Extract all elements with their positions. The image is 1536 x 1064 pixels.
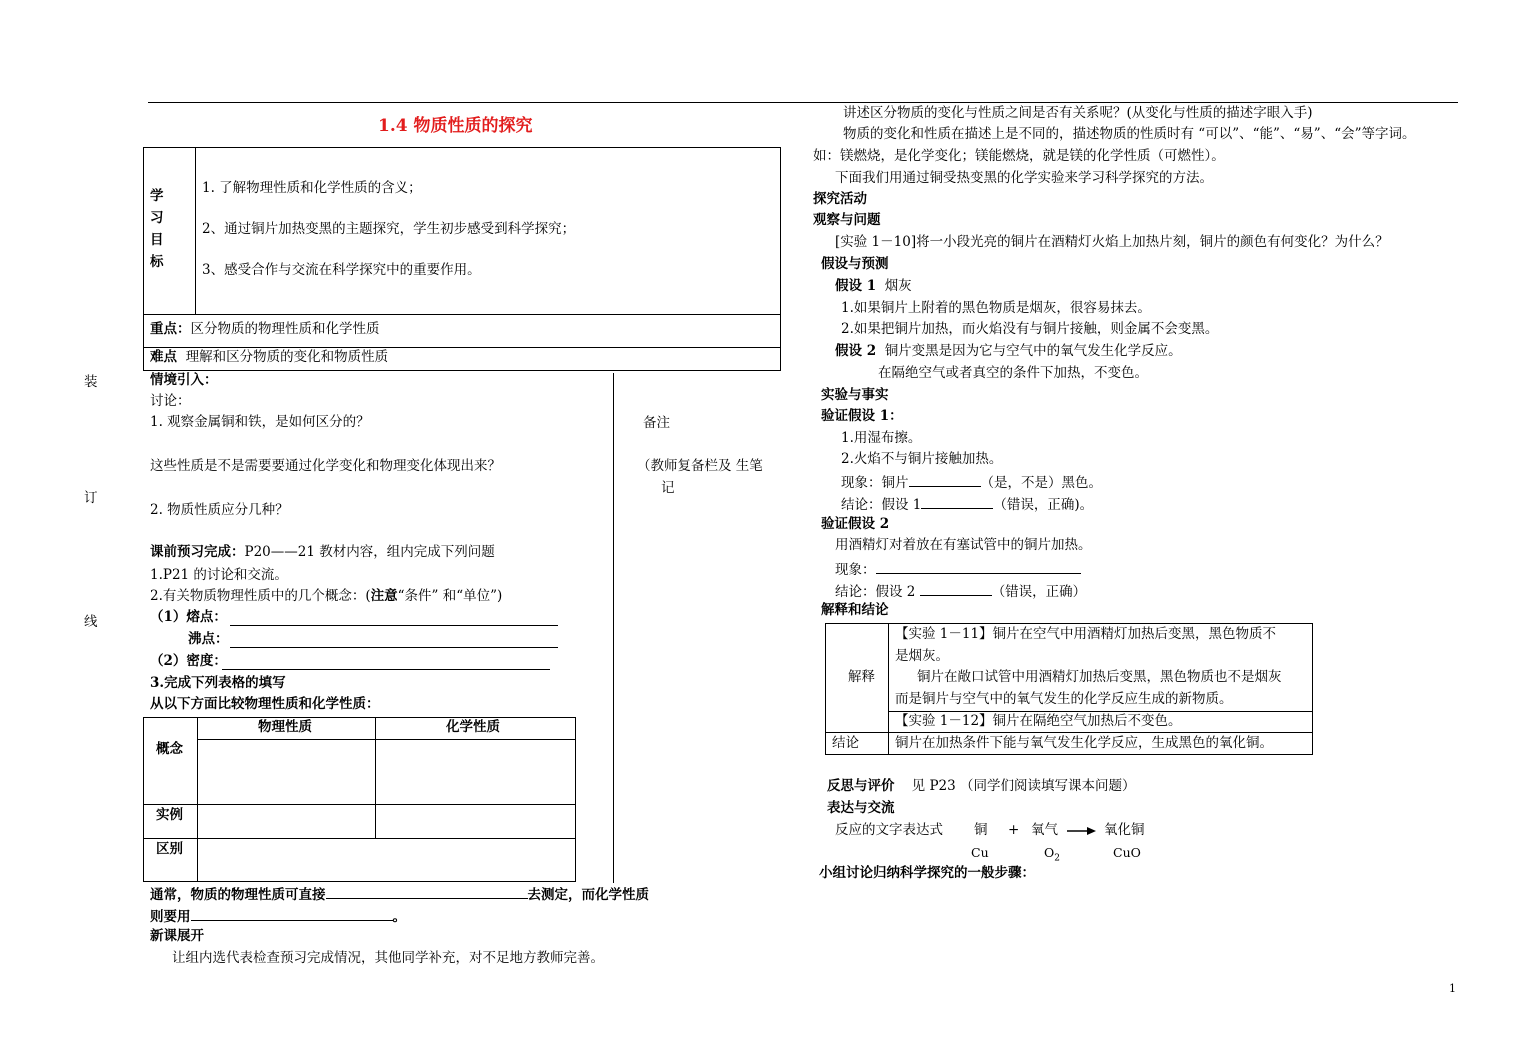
difficulty-text: 理解和区分物质的变化和物质性质 [185,349,389,365]
express-heading: 表达与交流 [827,800,895,816]
compare-table [143,717,576,882]
reflect-line [827,780,1136,794]
difficulty-label: 难点 [150,349,177,365]
intro-q1: 1. 观察金属铜和铁，是如何区分的？ [150,414,370,430]
compare-header-line [197,739,576,740]
formula-o: O [1044,845,1055,860]
hypothesis-1-text: 烟灰 [884,278,912,294]
conclusion-text: 铜片在加热条件下能与氧气发生化学反应，生成黑色的氧化铜。 [895,735,1273,751]
explain-label: 解释 [848,669,875,685]
summary-blank-2 [191,908,393,921]
formula-o-sub: 2 [1054,853,1060,864]
goal-item-3: 3、感受合作与交流在科学探究中的重要作用。 [202,262,481,278]
key-point [150,323,380,337]
verify-2-obs-label: 现象： [835,562,876,578]
compare-row-line-2 [143,838,576,839]
summary-part-4: 。 [392,909,406,925]
right-p3: 如：镁燃烧，是化学变化；镁能燃烧，就是镁的化学性质（可燃性）。 [813,148,1225,164]
notes-line-2: 记 [661,480,675,496]
boiling-point-blank [230,647,558,648]
page-number: 1 [1449,982,1456,995]
compare-row-example: 实例 [156,807,183,823]
key-point-text: 区分物质的物理性质和化学性质 [190,321,380,337]
verify-1-a: 1.用湿布擦。 [841,430,922,446]
goals-label-1: 学 [150,188,164,204]
preview-heading-bold: 课前预习完成： [150,544,245,560]
formula-cuo: CuO [1113,845,1141,860]
equation-copper-oxide: 氧化铜 [1104,822,1145,838]
intro-discuss: 讨论： [150,393,191,409]
compare-col-line-1 [197,717,198,882]
verify-1-con-rest: （错误，正确)。 [993,497,1094,513]
verify-2-observation [835,561,1081,578]
observe-heading: 观察与问题 [813,212,881,228]
verify-2-heading: 验证假设 2 [821,516,890,532]
summary-part-3: 则要用 [150,909,191,925]
compare-header-chemical: 化学性质 [446,719,500,735]
top-rule [148,102,1458,103]
goal-item-2: 2、通过铜片加热变黑的主题探究，学生初步感受到科学探究； [202,221,576,237]
reaction-arrow-icon [1067,825,1097,837]
verify-2-conclusion [835,583,1086,600]
hypothesis-1 [835,280,912,294]
formula-cu: Cu [971,845,989,860]
preview-item-3: 3.完成下列表格的填写 [150,675,286,691]
verify-2-con-blank [920,583,992,596]
equation-label: 反应的文字表达式 [835,822,943,838]
preview-heading-rest: P20——21 教材内容，组内完成下列问题 [244,544,495,560]
melting-point-label: （1）熔点： [150,609,227,625]
equation-oxygen: 氧气 [1031,822,1058,838]
explain-exp-1-12: 【实验 1－12】铜片在隔绝空气加热后不变色。 [895,713,1182,729]
compare-col-line-2 [375,717,376,838]
compare-row-difference: 区别 [156,841,183,857]
boiling-point-label: 沸点： [188,631,229,647]
summary-part-1: 通常，物质的物理性质可直接 [150,887,326,903]
experiment-1-10: [实验 1－10]将一小段光亮的铜片在酒精灯火焰上加热片刻，铜片的颜色有何变化？为什么？ [835,234,1389,250]
summary-blank-1 [326,886,528,899]
summary-line-2 [150,908,406,925]
verify-2-con-label: 结论：假设 2 [835,584,916,600]
explain-line-4: 而是铜片与空气中的氧气发生的化学反应生成的新物质。 [895,691,1233,707]
notes-divider [613,373,614,883]
verify-1-observation [841,474,1102,491]
goal-item-1: 1. 了解物理性质和化学性质的含义； [202,180,422,196]
verify-1-con-label: 结论：假设 1 [841,497,922,513]
difficulty [150,351,388,365]
compare-heading: 从以下方面比较物理性质和化学性质： [150,696,380,712]
notes-line-1: （教师复备栏及 生笔 [637,458,763,474]
intro-q2: 2. 物质性质应分几种？ [150,502,289,518]
hypothesis-1-a: 1.如果铜片上附着的黑色物质是烟灰，很容易抹去。 [841,300,1151,316]
right-p1: 讲述区分物质的变化与性质之间是否有关系呢？(从变化与性质的描述字眼入手) [843,105,1313,121]
hypothesis-2-b: 在隔绝空气或者真空的条件下加热，不变色。 [878,365,1148,381]
right-p4: 下面我们用通过铜受热变黑的化学实验来学习科学探究的方法。 [835,170,1213,186]
goals-divider [195,147,196,314]
hypothesis-heading: 假设与预测 [821,256,889,272]
newlesson-text: 让组内选代表检查预习完成情况，其他同学补充，对不足地方教师完善。 [172,950,604,966]
verify-1-obs-label: 现象：铜片 [841,475,909,491]
goals-label-4: 标 [150,254,164,270]
goals-label-2: 习 [150,210,164,226]
explain-heading: 解释和结论 [821,602,889,618]
explain-line-1: 【实验 1－11】铜片在空气中用酒精灯加热后变黑，黑色物质不 [895,626,1277,642]
formula-o2 [1044,847,1060,864]
hypothesis-2-label: 假设 2 [835,343,877,359]
verify-2-con-rest: （错误，正确） [991,584,1087,600]
hypothesis-1-label: 假设 1 [835,278,877,294]
verify-1-con-blank [921,496,993,509]
preview-item-2-a: 2.有关物质物理性质中的几个概念：( [150,588,371,604]
group-discussion: 小组讨论归纳科学探究的一般步骤： [819,865,1035,881]
explain-col-line [888,623,889,755]
melting-point-blank [230,625,558,626]
compare-header-physical: 物理性质 [258,719,312,735]
preview-item-2 [150,590,502,604]
activity-heading: 探究活动 [813,191,867,207]
goals-row-line-2 [143,347,781,348]
notes-label: 备注 [643,415,670,431]
preview-heading [150,546,495,560]
conclusion-label: 结论 [832,735,859,751]
summary-line-1 [150,886,649,903]
explain-line-3: 铜片在敞口试管中用酒精灯加热后变黑，黑色物质也不是烟灰 [917,669,1282,685]
density-blank [222,669,550,670]
compare-row-line-1 [143,804,576,805]
verify-2-obs-blank [876,561,1081,574]
density-label: （2）密度： [150,653,227,669]
preview-item-2-bold: 注意 [370,588,398,604]
hypothesis-2 [835,345,1182,359]
page-title: 1.4 物质性质的探究 [378,116,533,136]
intro-q1b: 这些性质是不是需要要通过化学变化和物理变化体现出来？ [150,458,501,474]
compare-row-concept: 概念 [156,741,183,757]
verify-1-obs-rest: （是，不是）黑色。 [980,475,1102,491]
hypothesis-1-b: 2.如果把铜片加热，而火焰没有与铜片接触，则金属不会变黑。 [841,321,1219,337]
equation-plus: + [1008,822,1020,838]
reflect-heading: 反思与评价 [827,778,895,794]
verify-2-a: 用酒精灯对着放在有塞试管中的铜片加热。 [835,537,1092,553]
goals-row-line-1 [143,314,781,315]
newlesson-heading: 新课展开 [150,928,204,944]
verify-1-heading: 验证假设 1： [821,408,903,424]
verify-1-conclusion [841,496,1093,513]
goals-label-3: 目 [150,232,164,248]
preview-item-2-rest: “条件” 和“单位”) [397,588,503,604]
right-p2: 物质的变化和性质在描述上是不同的，描述物质的性质时有 “可以”、“能”、“易”、“会”等字词。 [843,126,1416,142]
hypothesis-2-text: 铜片变黑是因为它与空气中的氧气发生化学反应。 [884,343,1182,359]
reflect-text: 见 P23 （同学们阅读填写课本问题） [911,778,1136,794]
preview-item-1: 1.P21 的讨论和交流。 [150,567,288,583]
explain-line-2: 是烟灰。 [895,648,949,664]
intro-heading: 情境引入： [150,372,218,388]
margin-mark-ding: 订 [84,490,98,506]
explain-row-line-1 [888,711,1313,712]
key-point-label: 重点： [150,321,191,337]
verify-1-obs-blank [909,474,981,487]
margin-mark-zhuang: 装 [84,374,98,390]
verify-1-b: 2.火焰不与铜片接触加热。 [841,451,1003,467]
equation-copper: 铜 [974,822,988,838]
margin-mark-xian: 线 [84,614,98,630]
experiment-heading: 实验与事实 [821,387,889,403]
summary-part-2: 去测定，而化学性质 [527,887,649,903]
explain-row-line-2 [825,732,1313,733]
